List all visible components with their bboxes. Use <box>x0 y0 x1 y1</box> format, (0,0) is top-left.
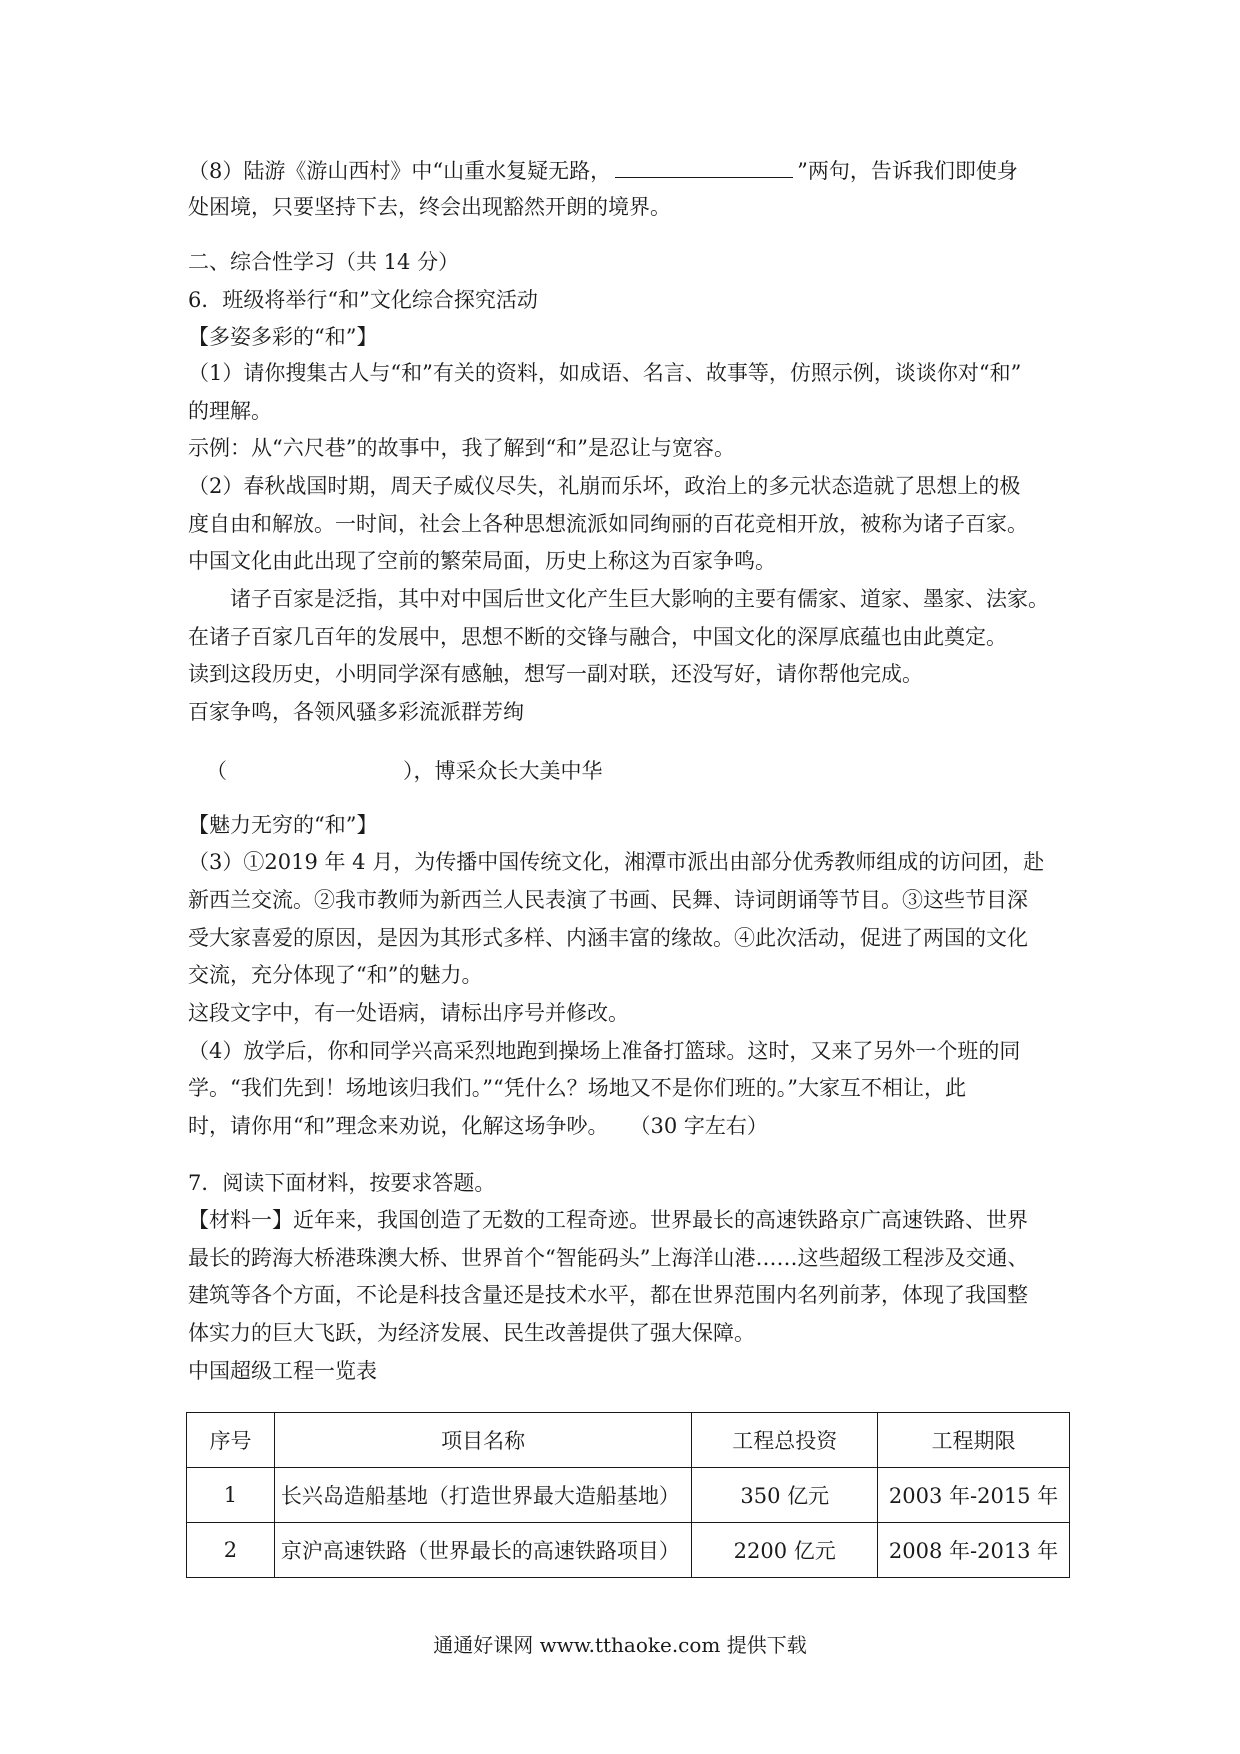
table-row <box>187 1468 1070 1523</box>
q6-p3-line5: 这段文字中，有一处语病，请标出序号并修改。 <box>188 1001 629 1025</box>
q7-m1-line1: 【材料一】近年来，我国创造了无数的工程奇迹。世界最长的高速铁路京广高速铁路、世界 <box>188 1208 1028 1232</box>
q6-p4-line3: 时，请你用“和”理念来劝说，化解这场争吵。 （30 字左右） <box>188 1114 768 1138</box>
q6-p2-line2: 度自由和解放。一时间，社会上各种思想流派如同绚丽的百花竞相开放，被称为诸子百家。 <box>188 512 1028 536</box>
q6-p2-line6: 读到这段历史，小明同学深有感触，想写一副对联，还没写好，请你帮他完成。 <box>188 662 923 686</box>
q6-couplet-lower <box>206 756 603 786</box>
cell-investment: 350 亿元 <box>692 1468 878 1523</box>
cell-project-name: 长兴岛造船基地（打造世界最大造船基地） <box>274 1468 691 1523</box>
cell-project-name: 京沪高速铁路（世界最长的高速铁路项目） <box>274 1523 691 1578</box>
q6-p3-line4: 交流，充分体现了“和”的魅力。 <box>188 963 483 987</box>
table-header-row <box>187 1413 1070 1468</box>
q6-p2-line3: 中国文化由此出现了空前的繁荣局面，历史上称这为百家争鸣。 <box>188 549 776 573</box>
q6-p1-line2: 的理解。 <box>188 399 272 423</box>
q5-item8-answer-blank[interactable] <box>615 157 793 178</box>
q6-example: 示例：从“六尺巷”的故事中，我了解到“和”是忍让与宽容。 <box>188 436 735 460</box>
cell-period: 2003 年-2015 年 <box>878 1468 1070 1523</box>
cell-period: 2008 年-2013 年 <box>878 1523 1070 1578</box>
cell-index: 1 <box>187 1468 275 1523</box>
couplet-open-paren: （ <box>206 759 227 783</box>
q7-m1-line2: 最长的跨海大桥港珠澳大桥、世界首个“智能码头”上海洋山港……这些超级工程涉及交通、 <box>188 1246 1029 1270</box>
header-investment: 工程总投资 <box>692 1413 878 1468</box>
super-projects-table <box>186 1412 1070 1578</box>
q7-m1-line3: 建筑等各个方面，不论是科技含量还是技术水平，都在世界范围内名列前茅，体现了我国整 <box>188 1283 1028 1307</box>
q7-title: 7．阅读下面材料，按要求答题。 <box>188 1171 496 1195</box>
q6-title: 6．班级将举行“和”文化综合探究活动 <box>188 288 538 312</box>
q6-part2-heading: 【魅力无穷的“和”】 <box>188 813 378 837</box>
cell-investment: 2200 亿元 <box>692 1523 878 1578</box>
q6-p2-line4: 诸子百家是泛指，其中对中国后世文化产生巨大影响的主要有儒家、道家、墨家、法家。 <box>230 587 1049 611</box>
q6-p2-line5: 在诸子百家几百年的发展中，思想不断的交锋与融合，中国文化的深厚底蕴也由此奠定。 <box>188 625 1007 649</box>
q5-item8-suffix: ”两句，告诉我们即使身 <box>797 159 1018 183</box>
couplet-lower-text: ），博采众长大美中华 <box>403 759 603 783</box>
q5-item8-line1 <box>188 156 1068 186</box>
table-row <box>187 1523 1070 1578</box>
q6-p2-line1: （2）春秋战国时期，周天子威仪尽失，礼崩而乐坏，政治上的多元状态造就了思想上的极 <box>188 474 1021 498</box>
q7-table-title: 中国超级工程一览表 <box>188 1359 377 1383</box>
q6-p3-line1: （3）①2019 年 4 月，为传播中国传统文化，湘潭市派出由部分优秀教师组成的访问团，赴 <box>188 850 1045 874</box>
header-period: 工程期限 <box>878 1413 1070 1468</box>
cell-index: 2 <box>187 1523 275 1578</box>
header-project-name: 项目名称 <box>274 1413 691 1468</box>
q6-p1-line1: （1）请你搜集古人与“和”有关的资料，如成语、名言、故事等，仿照示例，谈谈你对“和” <box>188 361 1022 385</box>
q6-couplet-upper: 百家争鸣，各领风骚多彩流派群芳绚 <box>188 700 524 724</box>
q6-p3-line2: 新西兰交流。②我市教师为新西兰人民表演了书画、民舞、诗词朗诵等节目。③这些节目深 <box>188 888 1028 912</box>
q6-p3-line3: 受大家喜爱的原因，是因为其形式多样、内涵丰富的缘故。④此次活动，促进了两国的文化 <box>188 926 1028 950</box>
q5-item8-line2: 处困境，只要坚持下去，终会出现豁然开朗的境界。 <box>188 195 671 219</box>
page-footer: 通通好课网 www.tthaoke.com 提供下载 <box>433 1633 807 1657</box>
section2-heading: 二、综合性学习（共 14 分） <box>188 250 460 274</box>
q6-p4-line2: 学。“我们先到！场地该归我们。”“凭什么？场地又不是你们班的。”大家互不相让，此 <box>188 1076 966 1100</box>
q7-m1-line4: 体实力的巨大飞跃，为经济发展、民生改善提供了强大保障。 <box>188 1321 755 1345</box>
q5-item8-prefix: （8）陆游《游山西村》中“山重水复疑无路， <box>188 159 612 183</box>
q6-p4-line1: （4）放学后，你和同学兴高采烈地跑到操场上准备打篮球。这时，又来了另外一个班的同 <box>188 1039 1021 1063</box>
header-index: 序号 <box>187 1413 275 1468</box>
q6-part1-heading: 【多姿多彩的“和”】 <box>188 325 378 349</box>
